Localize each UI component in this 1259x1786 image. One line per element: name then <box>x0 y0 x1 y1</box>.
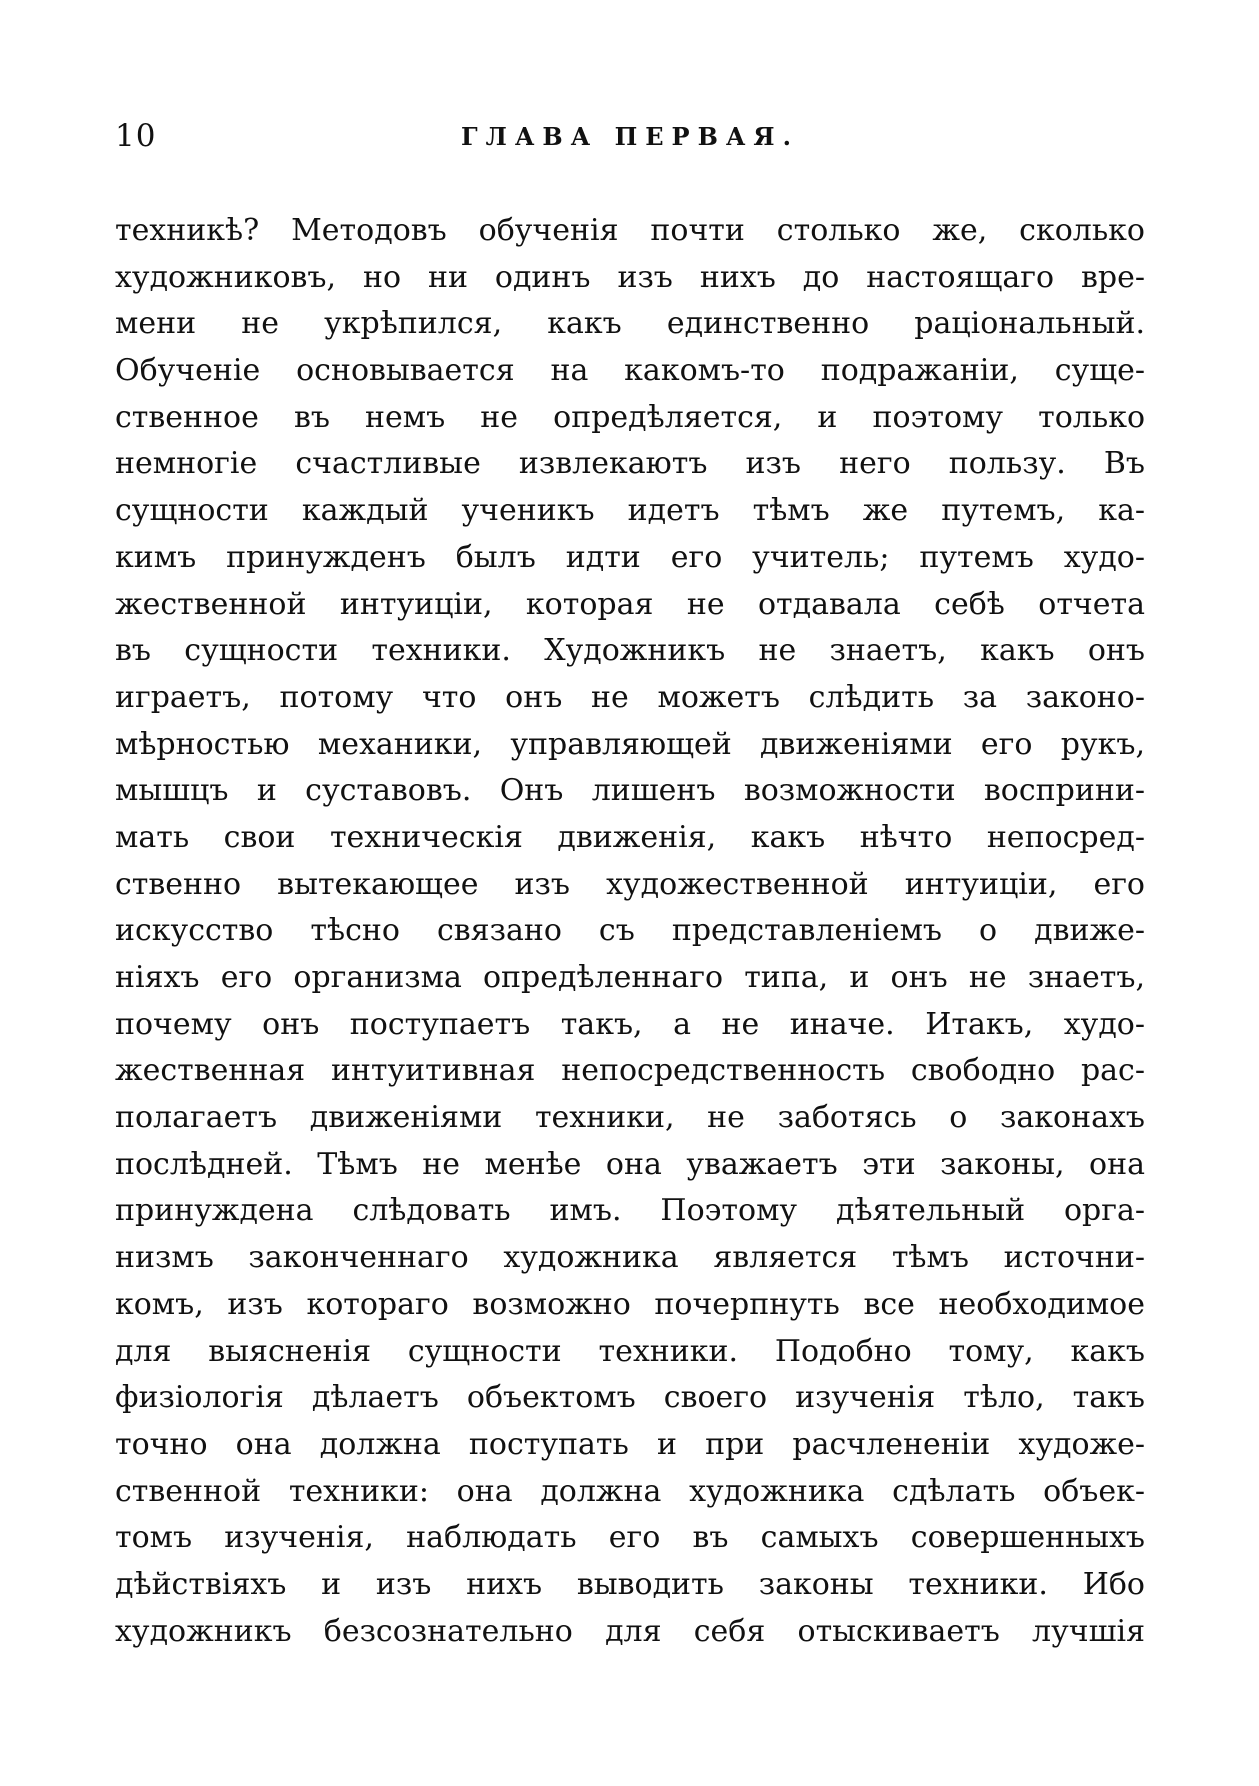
text-line: жественной интуиціи, которая не отдавала себѣ отчета <box>115 586 1145 622</box>
text-line: мѣрностью механики, управляющей движеніями его рукъ, <box>115 726 1145 762</box>
text-line: играетъ, потому что онъ не можетъ слѣдить за законо- <box>115 679 1145 715</box>
text-line: мени не укрѣпился, какъ единственно раціональный. <box>115 306 1145 342</box>
text-line: сущности каждый ученикъ идетъ тѣмъ же путемъ, ка- <box>115 493 1145 529</box>
text-line: почему онъ поступаетъ такъ, а не иначе. Итакъ, худо- <box>115 1006 1145 1042</box>
text-line: ніяхъ его организма опредѣленнаго типа, и онъ не знаетъ, <box>115 960 1145 995</box>
text-line: художниковъ, но ни одинъ изъ нихъ до настоящаго вре- <box>115 259 1145 295</box>
text-line: мать свои техническія движенія, какъ нѣчто непосред- <box>115 819 1145 855</box>
text-line: ственно вытекающее изъ художественной интуиціи, его <box>115 866 1145 902</box>
text-line: кимъ принужденъ былъ идти его учитель; путемъ худо- <box>115 539 1145 575</box>
text-line: дѣйствіяхъ и изъ нихъ выводить законы техники. Ибо <box>115 1566 1145 1602</box>
text-line: принуждена слѣдовать имъ. Поэтому дѣятельный орга- <box>115 1193 1145 1229</box>
text-line: полагаетъ движеніями техники, не заботясь о законахъ <box>115 1100 1145 1136</box>
text-line: томъ изученія, наблюдать его въ самыхъ совершенныхъ <box>115 1520 1145 1556</box>
text-line: техникѣ? Методовъ обученія почти столько же, сколько <box>115 213 1145 248</box>
text-line: низмъ законченнаго художника является тѣмъ источни- <box>115 1240 1145 1276</box>
text-line: художникъ безсознательно для себя отыскиваетъ лучшія <box>115 1613 1145 1649</box>
text-line: мышцъ и суставовъ. Онъ лишенъ возможности восприни- <box>115 773 1145 809</box>
running-head: ГЛАВА ПЕРВАЯ. <box>461 122 799 151</box>
text-line: искусство тѣсно связано съ представленіемъ о движе- <box>115 913 1145 949</box>
page-header <box>115 118 1145 168</box>
text-line: немногіе счастливые извлекаютъ изъ него пользу. Въ <box>115 446 1145 482</box>
text-line: физіологія дѣлаетъ объектомъ своего изученія тѣло, такъ <box>115 1380 1145 1416</box>
page-number: 10 <box>115 118 157 154</box>
text-line: для выясненія сущности техники. Подобно тому, какъ <box>115 1333 1145 1369</box>
text-line: послѣдней. Тѣмъ не менѣе она уважаетъ эти законы, она <box>115 1146 1145 1182</box>
text-line: въ сущности техники. Художникъ не знаетъ, какъ онъ <box>115 633 1145 669</box>
body-text <box>115 208 1145 1655</box>
text-line: Обученіе основывается на какомъ-то подражаніи, суще- <box>115 353 1145 389</box>
text-line: ственной техники: она должна художника сдѣлать объек- <box>115 1473 1145 1509</box>
text-line: точно она должна поступать и при расчлененіи художе- <box>115 1426 1145 1462</box>
text-line: жественная интуитивная непосредственность свободно рас- <box>115 1053 1145 1089</box>
text-line: ственное въ немъ не опредѣляется, и поэтому только <box>115 399 1145 435</box>
text-line: комъ, изъ котораго возможно почерпнуть все необходимое <box>115 1286 1145 1322</box>
